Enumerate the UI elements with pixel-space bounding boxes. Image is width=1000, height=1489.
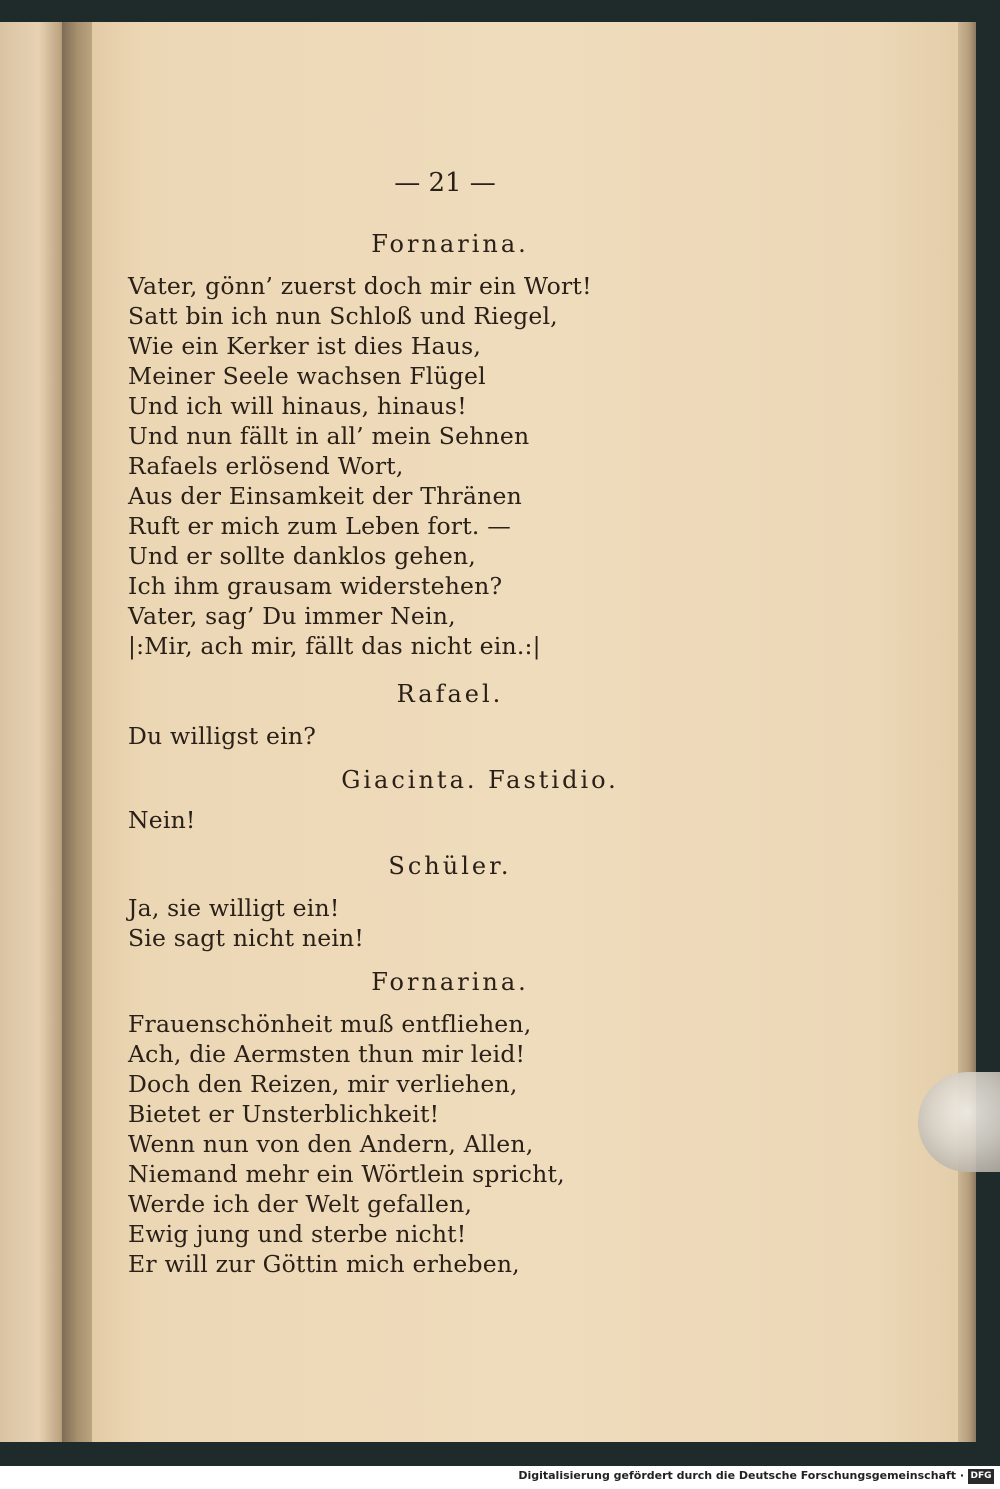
- verse-line: Ach, die Aermsten thun mir leid!: [128, 1040, 526, 1068]
- verse-line: Sie sagt nicht nein!: [128, 924, 365, 952]
- verse-line: Wenn nun von den Andern, Allen,: [128, 1130, 534, 1158]
- funding-credit: Digitalisierung gefördert durch die Deutsche Forschungsgemeinschaft ·: [518, 1469, 964, 1482]
- verse-line: Nein!: [128, 806, 196, 834]
- verse-line: Vater, sag’ Du immer Nein,: [128, 602, 456, 630]
- verse-line: Du willigst ein?: [128, 722, 316, 750]
- footer-bar: [0, 1466, 1000, 1489]
- verse-line: Rafaels erlösend Wort,: [128, 452, 404, 480]
- verse-line: Ruft er mich zum Leben fort. —: [128, 512, 511, 540]
- speaker-heading: Giacinta. Fastidio.: [341, 766, 619, 794]
- verse-line: Ewig jung und sterbe nicht!: [128, 1220, 467, 1248]
- speaker-heading: Rafael.: [396, 680, 504, 708]
- verse-line: Satt bin ich nun Schloß und Riegel,: [128, 302, 558, 330]
- verse-line: Und er sollte danklos gehen,: [128, 542, 476, 570]
- verse-line: Ja, sie willigt ein!: [128, 894, 340, 922]
- verse-line: Bietet er Unsterblichkeit!: [128, 1100, 440, 1128]
- verse-line: Und ich will hinaus, hinaus!: [128, 392, 467, 420]
- verse-line: Werde ich der Welt gefallen,: [128, 1190, 473, 1218]
- verse-line: Ich ihm grausam widerstehen?: [128, 572, 503, 600]
- page-number: — 21 —: [394, 168, 496, 198]
- verse-line: Vater, gönn’ zuerst doch mir ein Wort!: [128, 272, 592, 300]
- verse-line: Und nun fällt in all’ mein Sehnen: [128, 422, 530, 450]
- verse-line: Aus der Einsamkeit der Thränen: [128, 482, 522, 510]
- verse-line: Frauenschönheit muß entfliehen,: [128, 1010, 532, 1038]
- verse-line: Er will zur Göttin mich erheben,: [128, 1250, 520, 1278]
- verse-line: |:Mir, ach mir, fällt das nicht ein.:|: [128, 632, 541, 660]
- left-page-edge: [0, 22, 70, 1442]
- verse-line: Wie ein Kerker ist dies Haus,: [128, 332, 482, 360]
- verse-line: Niemand mehr ein Wörtlein spricht,: [128, 1160, 565, 1188]
- verse-line: Meiner Seele wachsen Flügel: [128, 362, 486, 390]
- dfg-logo: DFG: [968, 1469, 994, 1484]
- speaker-heading: Fornarina.: [371, 968, 529, 996]
- verse-line: Doch den Reizen, mir verliehen,: [128, 1070, 518, 1098]
- page-stack-edge: [958, 22, 976, 1442]
- speaker-heading: Schüler.: [388, 852, 512, 880]
- speaker-heading: Fornarina.: [371, 230, 529, 258]
